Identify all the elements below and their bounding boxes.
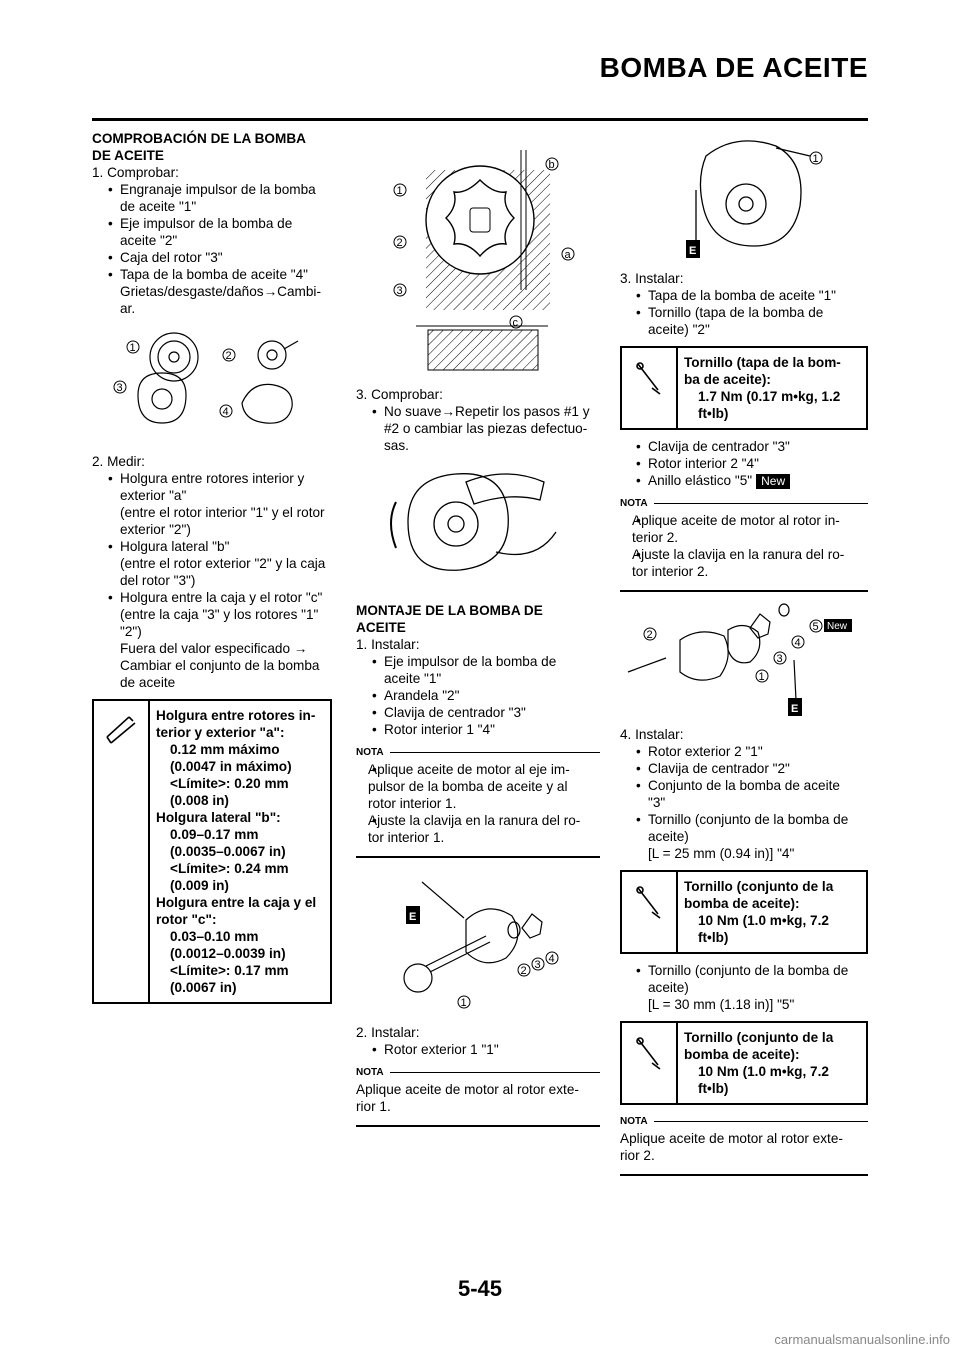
clearance-diagram (356, 130, 600, 378)
fig-label: 3 (776, 653, 783, 665)
note-cont: tor interior 1. (368, 830, 445, 845)
column-2 (356, 130, 600, 1133)
new-badge: New (827, 621, 848, 632)
note-bullet: • Aplique aceite de motor al rotor in- (620, 512, 868, 529)
torque-spec-box (620, 346, 868, 430)
note-text: Aplique aceite de motor al rotor exte- (620, 1131, 843, 1146)
spec-line: 10 Nm (1.0 m•kg, 7.2 (698, 913, 829, 928)
column-3 (620, 130, 868, 1182)
bullet: • Holgura lateral "b" (92, 538, 332, 555)
bullet-cont: (entre la caja "3" y los rotores "1" (120, 607, 319, 622)
bullet-cont: "2") (120, 624, 142, 639)
fig-label: 2 (520, 965, 527, 977)
bullet: • Tornillo (conjunto de la bomba de (620, 811, 868, 828)
spec-line: <Límite>: 0.24 mm (170, 861, 289, 876)
step: 4. Instalar: (620, 727, 684, 742)
spec-box (92, 699, 332, 1004)
torque-wrench-icon (622, 872, 678, 952)
pump-cover-illustration (620, 130, 868, 262)
bullet: • Tapa de la bomba de aceite "1" (620, 287, 868, 304)
pump-assembly-illustration (620, 600, 868, 718)
bullet-cont: aceite) (648, 980, 689, 995)
spec-line: 0.03–0.10 mm (170, 929, 259, 944)
bullet-cont: aceite "1" (384, 671, 442, 686)
note-cont: tor interior 2. (632, 564, 709, 579)
fig-label: 3 (396, 285, 403, 297)
spec-line: terior y exterior "a": (156, 725, 285, 740)
bullet: • Rotor interior 2 "4" (620, 455, 868, 472)
bullet-cont: de aceite "1" (120, 199, 197, 214)
note-bullet: • Ajuste la clavija en la ranura del ro- (620, 546, 868, 563)
bullet-cont: (entre el rotor interior "1" y el rotor (120, 505, 325, 520)
bullet: • Clavija de centrador "2" (620, 760, 868, 777)
watermark-site: manualsonline.info (841, 1332, 950, 1347)
section-heading: COMPROBACIÓN DE LA BOMBA (92, 131, 306, 146)
bullet-cont: Fuera del valor especificado → (120, 641, 308, 656)
step: 3. Comprobar: (356, 387, 443, 402)
note-label: NOTA (356, 747, 384, 758)
torque-spec-box (620, 870, 868, 954)
bullet-cont: [L = 30 mm (1.18 in)] "5" (648, 997, 795, 1012)
bullet (620, 472, 868, 489)
bullet: • No suave→Repetir los pasos #1 y (356, 403, 600, 420)
torque-wrench-icon (622, 1023, 678, 1103)
bullet-cont: aceite) "2" (648, 322, 710, 337)
step: 1. Instalar: (356, 637, 420, 652)
spec-line: Tornillo (conjunto de la (684, 879, 834, 894)
pump-parts-illustration (92, 325, 332, 445)
fig-label: 4 (222, 406, 229, 418)
bullet: • Clavija de centrador "3" (620, 438, 868, 455)
shaft-assembly-illustration (356, 866, 600, 1016)
bullet-cont: sas. (384, 438, 409, 453)
spec-line: Tornillo (conjunto de la (684, 1030, 834, 1045)
spec-line: Holgura entre la caja y el (156, 895, 317, 910)
note-box (356, 1064, 600, 1127)
page-number: 5-45 (457, 1276, 503, 1301)
assembly-figure (620, 600, 868, 718)
step: 2. Medir: (92, 454, 145, 469)
spec-line: ba de aceite): (684, 372, 771, 387)
bullet: • Caja del rotor "3" (92, 249, 332, 266)
note-box (620, 495, 868, 592)
step: 3. Instalar: (620, 271, 684, 286)
note-bullet: • Aplique aceite de motor al eje im- (356, 761, 600, 778)
bullet-cont: aceite) (648, 829, 689, 844)
fig-label: 2 (396, 237, 403, 249)
spec-line: 0.12 mm máximo (170, 742, 280, 757)
torque-wrench-icon (622, 348, 678, 428)
bullet: • Holgura entre rotores interior y (92, 470, 332, 487)
pump-parts-figure (92, 325, 332, 445)
spec-line: bomba de aceite): (684, 896, 800, 911)
watermark (774, 1332, 950, 1347)
cover-figure (620, 130, 868, 262)
bullet-cont: Cambiar el conjunto de la bomba (120, 658, 320, 673)
fig-label: 3 (534, 959, 541, 971)
shaft-assembly-figure (356, 866, 600, 1016)
rotor-clearance-illustration (356, 130, 600, 378)
bullet-cont: exterior "2") (120, 522, 191, 537)
spec-line: ft•lb) (698, 406, 729, 421)
fig-label: 1 (812, 153, 819, 165)
spec-line: <Límite>: 0.17 mm (170, 963, 289, 978)
column-1 (92, 130, 332, 1012)
fig-label: 2 (646, 629, 653, 641)
spec-line: Tornillo (tapa de la bom- (684, 355, 841, 370)
fig-label: 4 (794, 637, 801, 649)
bullet: • Conjunto de la bomba de aceite (620, 777, 868, 794)
bullet: • Clavija de centrador "3" (356, 704, 600, 721)
header-rule (92, 118, 868, 121)
note-box (620, 1113, 868, 1176)
caliper-icon (94, 701, 150, 1002)
bullet: • Tornillo (conjunto de la bomba de (620, 962, 868, 979)
spec-line: 1.7 Nm (0.17 m•kg, 1.2 (698, 389, 841, 404)
bullet: • Tapa de la bomba de aceite "4" (92, 266, 332, 283)
section-heading-cont: DE ACEITE (92, 148, 165, 163)
hand-check-figure (356, 462, 600, 594)
bullet: • Eje impulsor de la bomba de (356, 653, 600, 670)
section-heading-cont: ACEITE (356, 620, 406, 635)
bullet: • Engranaje impulsor de la bomba (92, 181, 332, 198)
fig-label: 1 (758, 671, 765, 683)
bullet-cont: [L = 25 mm (0.94 in)] "4" (648, 846, 795, 861)
spec-line: 0.09–0.17 mm (170, 827, 259, 842)
spec-line: (0.0047 in máximo) (170, 759, 292, 774)
note-box (356, 744, 600, 858)
bullet: • Eje impulsor de la bomba de (92, 215, 332, 232)
note-label: NOTA (620, 1116, 648, 1127)
bullet-cont: Grietas/desgaste/daños→Cambi- (120, 284, 321, 299)
fig-label: 3 (116, 382, 123, 394)
torque-spec-box (620, 1021, 868, 1105)
spec-line: (0.0067 in) (170, 980, 237, 995)
bullet-cont: de aceite (120, 675, 176, 690)
bullet: • Rotor exterior 2 "1" (620, 743, 868, 760)
new-badge: New (756, 474, 790, 489)
bullet-cont: exterior "a" (120, 488, 187, 503)
bullet-cont: del rotor "3") (120, 573, 196, 588)
note-bullet: • Ajuste la clavija en la ranura del ro- (356, 812, 600, 829)
bullet: • Rotor exterior 1 "1" (356, 1041, 600, 1058)
note-cont: pulsor de la bomba de aceite y al (368, 779, 568, 794)
bullet: • Rotor interior 1 "4" (356, 721, 600, 738)
spec-line: <Límite>: 0.20 mm (170, 776, 289, 791)
oil-icon: E (791, 703, 799, 715)
spec-line: (0.0035–0.0067 in) (170, 844, 286, 859)
fig-label: 1 (460, 997, 467, 1009)
spec-line: (0.0012–0.0039 in) (170, 946, 286, 961)
note-text: Aplique aceite de motor al rotor exte- (356, 1082, 579, 1097)
section-heading: MONTAJE DE LA BOMBA DE (356, 603, 543, 618)
bullet-cont: (entre el rotor exterior "2" y la caja (120, 556, 326, 571)
note-cont: terior 2. (632, 530, 679, 545)
bullet-cont: ar. (120, 301, 136, 316)
note-text: rior 1. (356, 1099, 391, 1114)
spec-line: ft•lb) (698, 1081, 729, 1096)
step: 1. Comprobar: (92, 165, 179, 180)
oil-icon: E (689, 245, 697, 257)
fig-label: a (564, 249, 571, 261)
bullet: • Holgura entre la caja y el rotor "c" (92, 589, 332, 606)
note-cont: rotor interior 1. (368, 796, 457, 811)
bullet-cont: #2 o cambiar las piezas defectuo- (384, 421, 588, 436)
watermark-prefix: carmanuals (774, 1332, 842, 1347)
spec-line: Holgura entre rotores in- (156, 708, 316, 723)
fig-label: c (512, 317, 518, 329)
bullet: • Tornillo (tapa de la bomba de (620, 304, 868, 321)
spec-line: rotor "c": (156, 912, 217, 927)
spec-line: Holgura lateral "b": (156, 810, 281, 825)
spec-line: 10 Nm (1.0 m•kg, 7.2 (698, 1064, 829, 1079)
fig-label: 1 (396, 185, 403, 197)
bullet: • Arandela "2" (356, 687, 600, 704)
fig-label: 4 (548, 953, 555, 965)
spec-line: bomba de aceite): (684, 1047, 800, 1062)
fig-label: b (548, 159, 555, 171)
fig-label: 5 (812, 621, 819, 633)
oil-icon: E (409, 911, 417, 923)
bullet-text: Anillo elástico "5" (648, 473, 753, 488)
spec-line: ft•lb) (698, 930, 729, 945)
spec-line: (0.008 in) (170, 793, 229, 808)
spec-line: (0.009 in) (170, 878, 229, 893)
fig-label: 1 (129, 342, 136, 354)
bullet-cont: "3" (648, 795, 666, 810)
fig-label: 2 (225, 350, 232, 362)
note-label: NOTA (356, 1067, 384, 1078)
bullet-cont: aceite "2" (120, 233, 178, 248)
step: 2. Instalar: (356, 1025, 420, 1040)
hand-rotation-illustration (356, 462, 600, 594)
page-title: BOMBA DE ACEITE (599, 52, 868, 83)
note-label: NOTA (620, 498, 648, 509)
note-text: rior 2. (620, 1148, 655, 1163)
